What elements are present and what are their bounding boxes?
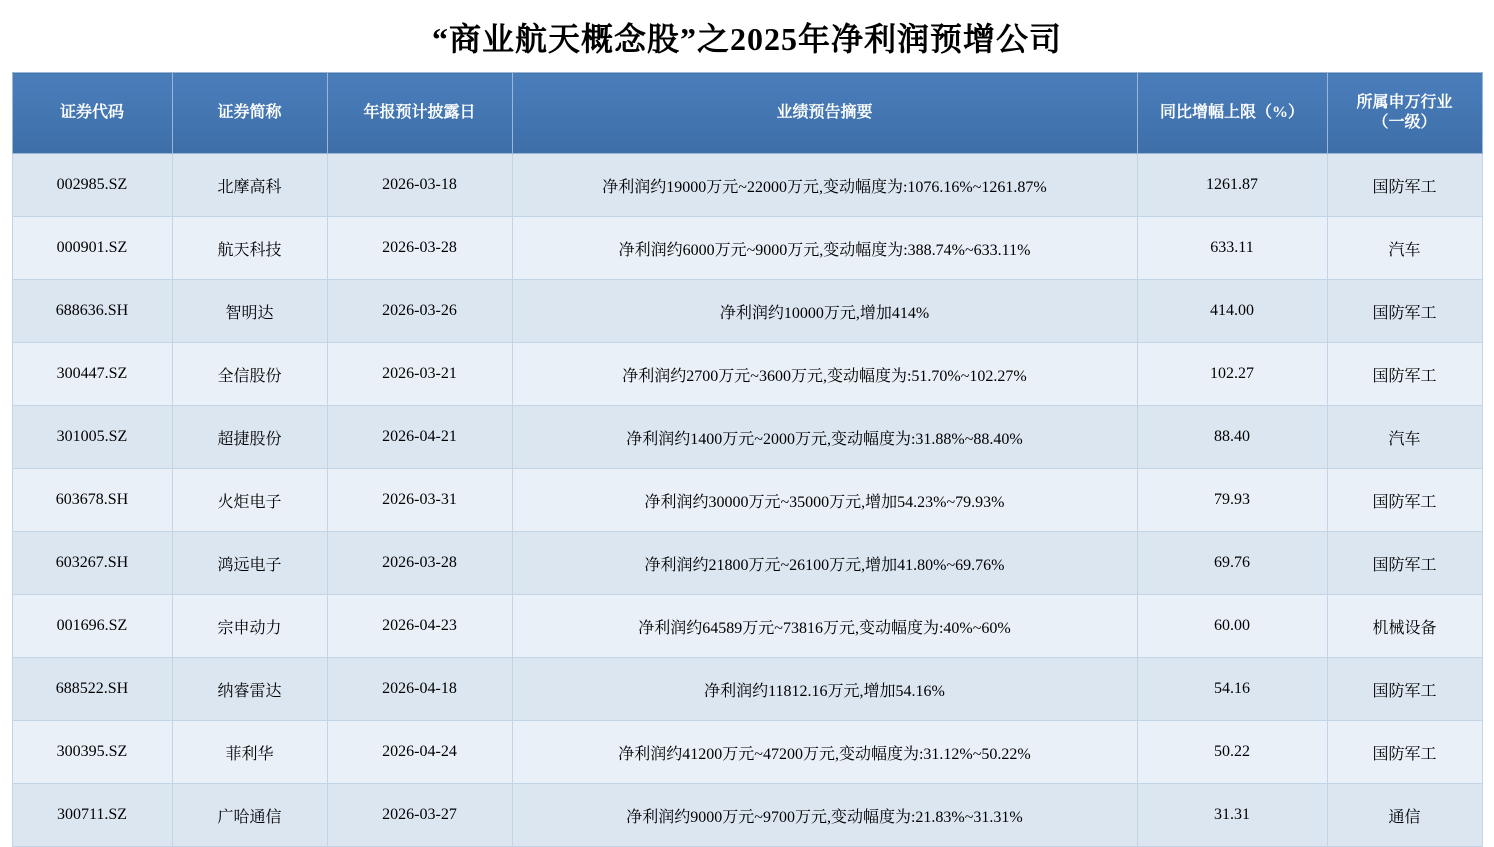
- earnings-forecast-table: [12, 72, 1483, 847]
- cell-summary: 净利润约30000万元~35000万元,增加54.23%~79.93%: [512, 469, 1137, 532]
- cell-code: 301005.SZ: [12, 406, 172, 469]
- cell-name: 超捷股份: [172, 406, 327, 469]
- cell-name: 纳睿雷达: [172, 658, 327, 721]
- cell-code: 688636.SH: [12, 280, 172, 343]
- table-row: [12, 721, 1482, 784]
- cell-date: 2026-04-21: [327, 406, 512, 469]
- column-header-date: 年报预计披露日: [327, 73, 512, 154]
- cell-name: 菲利华: [172, 721, 327, 784]
- table-body: [12, 154, 1482, 847]
- cell-industry: 通信: [1327, 784, 1482, 847]
- cell-code: 603267.SH: [12, 532, 172, 595]
- cell-summary: 净利润约21800万元~26100万元,增加41.80%~69.76%: [512, 532, 1137, 595]
- column-header-name: 证券简称: [172, 73, 327, 154]
- cell-industry: 国防军工: [1327, 154, 1482, 217]
- cell-summary: 净利润约9000万元~9700万元,变动幅度为:21.83%~31.31%: [512, 784, 1137, 847]
- cell-date: 2026-03-31: [327, 469, 512, 532]
- cell-date: 2026-03-21: [327, 343, 512, 406]
- cell-date: 2026-03-18: [327, 154, 512, 217]
- cell-code: 300447.SZ: [12, 343, 172, 406]
- cell-name: 航天科技: [172, 217, 327, 280]
- cell-code: 001696.SZ: [12, 595, 172, 658]
- column-header-rate: 同比增幅上限（%）: [1137, 73, 1327, 154]
- header-row: [12, 73, 1482, 154]
- table-row: [12, 469, 1482, 532]
- cell-industry: 机械设备: [1327, 595, 1482, 658]
- cell-date: 2026-03-28: [327, 532, 512, 595]
- cell-date: 2026-04-23: [327, 595, 512, 658]
- cell-industry: 国防军工: [1327, 469, 1482, 532]
- cell-code: 300395.SZ: [12, 721, 172, 784]
- table-row: [12, 658, 1482, 721]
- table-row: [12, 217, 1482, 280]
- cell-code: 603678.SH: [12, 469, 172, 532]
- column-header-summary: 业绩预告摘要: [512, 73, 1137, 154]
- cell-rate: 54.16: [1137, 658, 1327, 721]
- table-header: [12, 73, 1482, 154]
- cell-industry: 汽车: [1327, 406, 1482, 469]
- cell-summary: 净利润约6000万元~9000万元,变动幅度为:388.74%~633.11%: [512, 217, 1137, 280]
- cell-industry: 国防军工: [1327, 343, 1482, 406]
- cell-rate: 1261.87: [1137, 154, 1327, 217]
- cell-rate: 50.22: [1137, 721, 1327, 784]
- page-title: “商业航天概念股”之2025年净利润预增公司: [431, 21, 1062, 57]
- cell-rate: 633.11: [1137, 217, 1327, 280]
- cell-date: 2026-04-18: [327, 658, 512, 721]
- column-header-industry-line1: 所属申万行业: [1356, 94, 1453, 111]
- cell-rate: 414.00: [1137, 280, 1327, 343]
- table-row: [12, 784, 1482, 847]
- table-row: [12, 532, 1482, 595]
- cell-summary: 净利润约19000万元~22000万元,变动幅度为:1076.16%~1261.87%: [512, 154, 1137, 217]
- cell-rate: 69.76: [1137, 532, 1327, 595]
- table-row: [12, 343, 1482, 406]
- cell-name: 火炬电子: [172, 469, 327, 532]
- cell-rate: 88.40: [1137, 406, 1327, 469]
- cell-name: 宗申动力: [172, 595, 327, 658]
- cell-summary: 净利润约11812.16万元,增加54.16%: [512, 658, 1137, 721]
- cell-summary: 净利润约2700万元~3600万元,变动幅度为:51.70%~102.27%: [512, 343, 1137, 406]
- cell-industry: 国防军工: [1327, 532, 1482, 595]
- table-row: [12, 154, 1482, 217]
- table-row: [12, 595, 1482, 658]
- cell-name: 智明达: [172, 280, 327, 343]
- cell-name: 全信股份: [172, 343, 327, 406]
- cell-rate: 102.27: [1137, 343, 1327, 406]
- cell-code: 300711.SZ: [12, 784, 172, 847]
- table-row: [12, 406, 1482, 469]
- cell-rate: 31.31: [1137, 784, 1327, 847]
- cell-industry: 国防军工: [1327, 721, 1482, 784]
- cell-date: 2026-04-24: [327, 721, 512, 784]
- cell-summary: 净利润约10000万元,增加414%: [512, 280, 1137, 343]
- cell-summary: 净利润约41200万元~47200万元,变动幅度为:31.12%~50.22%: [512, 721, 1137, 784]
- cell-date: 2026-03-28: [327, 217, 512, 280]
- cell-code: 002985.SZ: [12, 154, 172, 217]
- cell-rate: 60.00: [1137, 595, 1327, 658]
- cell-summary: 净利润约64589万元~73816万元,变动幅度为:40%~60%: [512, 595, 1137, 658]
- cell-date: 2026-03-26: [327, 280, 512, 343]
- column-header-code: 证券代码: [12, 73, 172, 154]
- cell-industry: 国防军工: [1327, 280, 1482, 343]
- cell-name: 鸿远电子: [172, 532, 327, 595]
- cell-date: 2026-03-27: [327, 784, 512, 847]
- table-row: [12, 280, 1482, 343]
- cell-name: 广哈通信: [172, 784, 327, 847]
- cell-rate: 79.93: [1137, 469, 1327, 532]
- cell-name: 北摩高科: [172, 154, 327, 217]
- cell-summary: 净利润约1400万元~2000万元,变动幅度为:31.88%~88.40%: [512, 406, 1137, 469]
- column-header-industry-line2: （一级）: [1372, 114, 1437, 131]
- cell-industry: 汽车: [1327, 217, 1482, 280]
- cell-industry: 国防军工: [1327, 658, 1482, 721]
- column-header-industry: [1327, 73, 1482, 154]
- cell-code: 000901.SZ: [12, 217, 172, 280]
- cell-code: 688522.SH: [12, 658, 172, 721]
